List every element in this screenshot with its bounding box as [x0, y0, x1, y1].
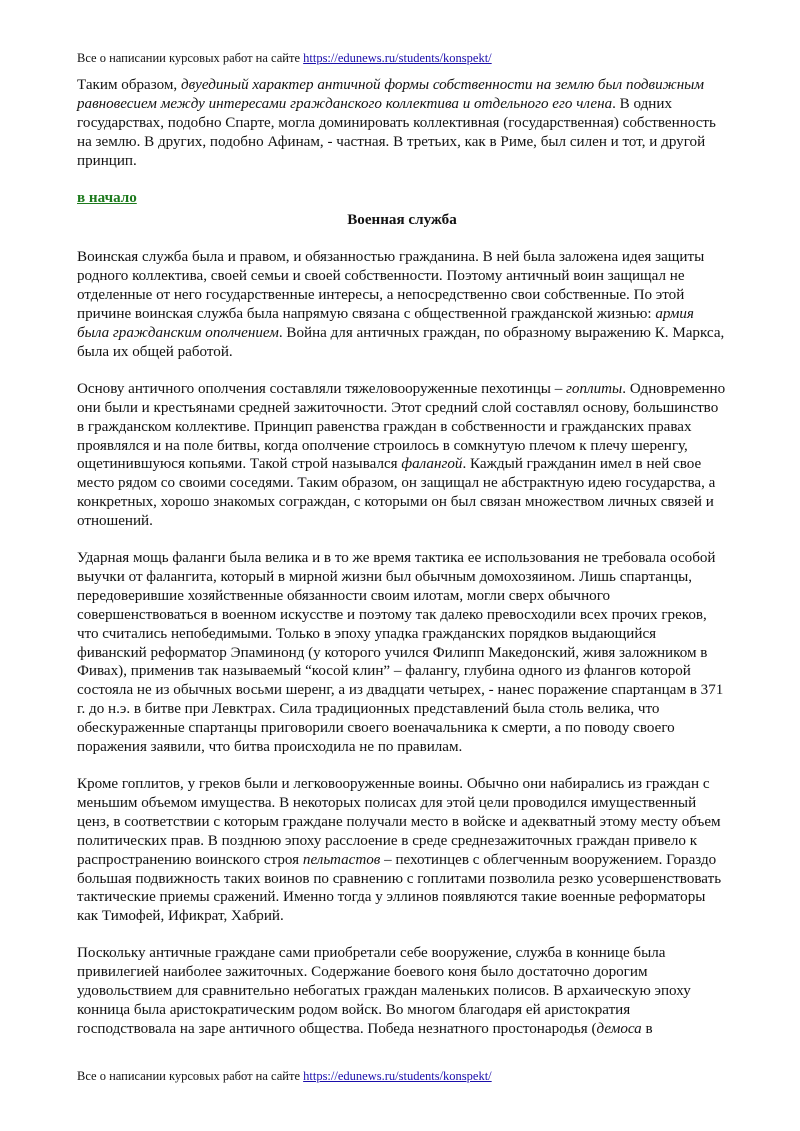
header-link[interactable]: https://edunews.ru/students/konspekt/ — [303, 51, 492, 65]
p5-text-1: Поскольку античные граждане сами приобретали себе вооружение, служба в коннице была привилегией наиболее зажиточных. Содержание боевого коня было достаточно дорогим удовольствием для сравнительно небогатых граждан маленьких полисов. В архаическую эпоху конница была аристократическим родом войск. Во многом благодаря ей аристократия господствовала на заре античного общества. Победа незнатного простонародья ( — [77, 945, 691, 1037]
p1-text-2: . Война для античных граждан, по образному выражению К. Маркса, была их общей работой. — [77, 324, 725, 360]
paragraph-3 — [77, 549, 727, 757]
p2-text-1: Основу античного ополчения составляли тяжеловооруженные пехотинцы – — [77, 380, 567, 397]
paragraph-2 — [77, 380, 727, 531]
back-to-top-link[interactable]: в начало — [77, 189, 137, 206]
section-title: Военная служба — [347, 212, 457, 229]
paragraph-1 — [77, 248, 727, 361]
p5-emphasis: демоса — [596, 1020, 642, 1037]
paragraph-5 — [77, 944, 727, 1039]
p2-text-2: . Одновременно они были и крестьянами средней зажиточности. Этот средний слой составлял основу, большинство в гражданском коллективе. Принцип равенства граждан в собственности и гражданских правах проявлялся и на поле битвы, когда ополчение строилось в сомкнутую плечом к плечу шеренгу, ощетинившуюся копьями. Такой строй назывался — [77, 380, 726, 473]
p4-text-1: Кроме гоплитов, у греков были и легковооруженные воины. Обычно они набирались из граждан с меньшим объемом имущества. В некоторых полисах для этой цели проводился имущественный ценз, в соответствии с которым граждане получали место в войске и адекватный этому месту объем политических прав. В позднюю эпоху расслоение в среде среднезажиточных граждан привело к распространению воинского строя — [77, 776, 721, 868]
p4-text-2: – пехотинцев с облегченным вооружением. Гораздо большая подвижность таких воинов по сравнению с гоплитами позволила резко усовершенствовать тактические приемы сражений. Именно тогда у эллинов появляются такие военные реформаторы как Тимофей, Ификрат, Хабрий. — [77, 851, 722, 925]
p5-text-2: в — [641, 1020, 653, 1037]
p1-text-1: Воинская служба была и правом, и обязанностью гражданина. В ней была заложена идея защиты родного коллектива, своей семьи и своей собственности. Поэтому античный воин защищал не отделенные от него государственные интересы, а непосредственно свои собственные. По этой причине воинская служба была напрямую связана с общественной гражданской жизнью: — [77, 249, 705, 323]
intro-text-1: Таким образом, — [77, 77, 181, 93]
p4-emphasis: пельтастов — [302, 851, 381, 868]
paragraph-4 — [77, 775, 727, 926]
p2-emphasis-1: гоплиты — [566, 380, 623, 397]
p1-emphasis: армия была гражданским ополчением — [77, 306, 694, 341]
page-header — [77, 50, 737, 66]
main-content — [77, 76, 727, 1039]
p2-text-3: . Каждый гражданин имел в ней свое место рядом со своими соседями. Таким образом, он защищал не абстрактную идею государства, а конкретных, хорошо знакомых сограждан, с которыми он был связан множеством личных связей и отношений. — [77, 456, 716, 530]
footer-link[interactable]: https://edunews.ru/students/konspekt/ — [303, 1069, 492, 1083]
p3-text-1: Ударная мощь фаланги была велика и в то же время тактика ее использования не требовала особой выучки от фалангита, который в мирной жизни был обычным домохозяином. Лишь спартанцы, передоверившие хозяйственные обязанности своим илотам, могли сверх обычного совершенствоваться в военном искусстве и поэтому так далеко превосходили всех прочих греков, что считались непобедимыми. Только в эпоху упадка гражданских порядков выдающийся фиванский реформатор Эпаминонд (у которого учился Филипп Македонский, живя заложником в Фивах), применив так называемый “косой клин” – фалангу, глубина одного из флангов которой состояла не из обычных восьми шеренг, а из двадцати четырех, - нанес поражение спартанцам в 371 г. до н.э. в битве при Левктрах. Сила традиционных представлений была столь велика, что обескураженные спартанцы приговорили своего военачальника к смерти, а по поводу своего поражения заявили, что битва происходила не по правилам. — [77, 550, 724, 756]
footer-text: Все о написании курсовых работ на сайте — [77, 1069, 300, 1083]
intro-text-2: . В одних государствах, подобно Спарте, могла доминировать коллективная (государственная) собственность на землю. В других, подобно Афинам, - частная. В третьих, как в Риме, был силен и тот, и другой принцип. — [77, 95, 716, 169]
header-text: Все о написании курсовых работ на сайте — [77, 51, 300, 65]
back-to-top-nav — [77, 189, 727, 208]
p2-emphasis-2: фалангой — [401, 456, 463, 473]
intro-paragraph — [77, 76, 727, 171]
page-footer — [77, 1068, 737, 1084]
intro-emphasis: двуединый характер античной формы собственности на землю был подвижным равновесием между интересами гражданского коллектива и отдельного его члена — [77, 77, 705, 112]
